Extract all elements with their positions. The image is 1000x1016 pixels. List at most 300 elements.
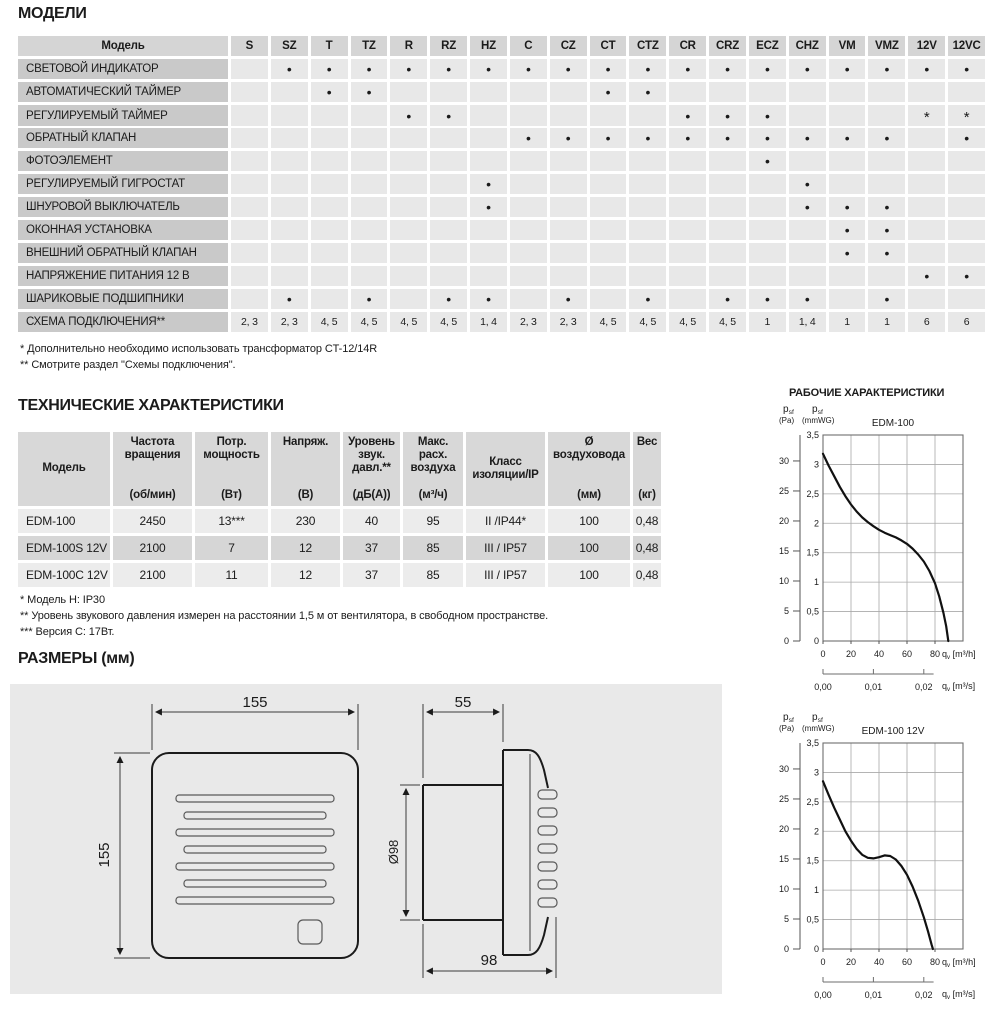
- matrix-cell: •: [868, 128, 905, 148]
- matrix-cell: [948, 174, 985, 194]
- matrix-cell: •: [789, 59, 826, 79]
- matrix-cell: [709, 197, 746, 217]
- chart-axis-label: $p_{sf}$: [783, 712, 794, 724]
- side-view: [386, 694, 557, 978]
- models-col-header: ECZ: [749, 36, 786, 56]
- matrix-cell: [908, 197, 945, 217]
- matrix-cell: [908, 128, 945, 148]
- feature-row: [18, 59, 985, 79]
- matrix-cell: [231, 266, 268, 286]
- chart-text: 60: [901, 649, 913, 659]
- spec-value-cell: 11: [195, 563, 268, 587]
- matrix-cell: [908, 220, 945, 240]
- matrix-cell: [550, 82, 587, 102]
- matrix-cell: •: [510, 59, 547, 79]
- spec-value-cell: 37: [343, 563, 400, 587]
- models-col-header: VM: [829, 36, 866, 56]
- matrix-cell: [430, 220, 467, 240]
- chart-text: 2: [813, 826, 819, 837]
- chart-text: (mmWG): [802, 724, 835, 733]
- matrix-cell: [550, 220, 587, 240]
- matrix-cell: 6: [948, 312, 985, 332]
- models-col-header: S: [231, 36, 268, 56]
- matrix-cell: [351, 151, 388, 171]
- matrix-cell: •: [789, 174, 826, 194]
- matrix-cell: [351, 128, 388, 148]
- chart-text: 0: [820, 649, 826, 659]
- model-name-cell: EDM-100C 12V: [18, 563, 110, 587]
- specs-table: [18, 432, 661, 587]
- matrix-cell: [470, 128, 507, 148]
- matrix-cell: •: [550, 59, 587, 79]
- matrix-cell: •: [351, 289, 388, 309]
- matrix-cell: [231, 220, 268, 240]
- spec-value-cell: 2100: [113, 536, 192, 560]
- matrix-cell: •: [629, 59, 666, 79]
- specs-col-unit: (В): [297, 488, 314, 501]
- matrix-cell: [510, 151, 547, 171]
- matrix-cell: [271, 105, 308, 126]
- matrix-cell: [311, 151, 348, 171]
- spec-value-cell: 85: [403, 536, 463, 560]
- matrix-cell: •: [271, 289, 308, 309]
- specs-col-unit: (дБ(А)): [352, 488, 391, 501]
- matrix-cell: 4, 5: [390, 312, 427, 332]
- matrix-cell: [470, 220, 507, 240]
- chart-text: 3,5: [806, 738, 819, 748]
- matrix-cell: [271, 197, 308, 217]
- matrix-cell: [351, 243, 388, 263]
- specs-col-title: Частота вращения: [124, 436, 181, 462]
- models-col-header: VMZ: [868, 36, 905, 56]
- matrix-cell: [231, 105, 268, 126]
- matrix-cell: 1: [868, 312, 905, 332]
- matrix-cell: [271, 82, 308, 102]
- matrix-cell: •: [749, 151, 786, 171]
- matrix-cell: •: [749, 289, 786, 309]
- feature-label: СВЕТОВОЙ ИНДИКАТОР: [18, 59, 228, 79]
- matrix-cell: •: [390, 59, 427, 79]
- matrix-cell: [510, 243, 547, 263]
- matrix-cell: 4, 5: [709, 312, 746, 332]
- matrix-cell: 2, 3: [510, 312, 547, 332]
- specs-col-header: [466, 432, 545, 506]
- matrix-cell: •: [709, 59, 746, 79]
- chart-text: 0,00: [814, 990, 832, 1000]
- matrix-cell: 4, 5: [430, 312, 467, 332]
- matrix-cell: •: [829, 220, 866, 240]
- spec-value-cell: 13***: [195, 509, 268, 533]
- feature-label: ШНУРОВОЙ ВЫКЛЮЧАТЕЛЬ: [18, 197, 228, 217]
- feature-row: [18, 151, 985, 171]
- matrix-cell: [430, 128, 467, 148]
- matrix-cell: •: [789, 289, 826, 309]
- models-col-header: C: [510, 36, 547, 56]
- matrix-cell: •: [948, 128, 985, 148]
- matrix-cell: [231, 151, 268, 171]
- matrix-cell: [231, 128, 268, 148]
- specs-col-title: Вес: [636, 436, 658, 448]
- matrix-cell: [231, 289, 268, 309]
- matrix-cell: [271, 151, 308, 171]
- feature-label: ШАРИКОВЫЕ ПОДШИПНИКИ: [18, 289, 228, 309]
- feature-label: ВНЕШНИЙ ОБРАТНЫЙ КЛАПАН: [18, 243, 228, 263]
- matrix-cell: [430, 82, 467, 102]
- spec-value-cell: 7: [195, 536, 268, 560]
- chart-axis-label: $p_{sf}$: [812, 712, 823, 724]
- chart-text: 2: [813, 518, 819, 529]
- chart-title: EDM-100 12V: [861, 726, 925, 737]
- matrix-cell: [311, 220, 348, 240]
- matrix-cell: [311, 174, 348, 194]
- matrix-cell: [231, 197, 268, 217]
- matrix-cell: [510, 220, 547, 240]
- matrix-cell: [550, 266, 587, 286]
- matrix-cell: •: [829, 128, 866, 148]
- matrix-cell: [749, 82, 786, 102]
- spec-value-cell: 0,48: [633, 536, 661, 560]
- chart-text: 0,5: [806, 606, 819, 617]
- matrix-cell: [629, 243, 666, 263]
- footnote: * Дополнительно необходимо использовать трансформатор CT-12/14R: [20, 343, 378, 355]
- matrix-cell: [550, 174, 587, 194]
- spec-value-cell: 12: [271, 536, 340, 560]
- chart-text: 30: [778, 455, 789, 466]
- matrix-cell: •: [590, 128, 627, 148]
- model-name-cell: EDM-100: [18, 509, 110, 533]
- matrix-cell: •: [868, 197, 905, 217]
- specs-col-unit: (кг): [638, 488, 656, 501]
- matrix-cell: [351, 197, 388, 217]
- matrix-cell: [470, 105, 507, 126]
- matrix-cell: [590, 174, 627, 194]
- chart-text: 0,5: [806, 914, 819, 925]
- matrix-cell: •: [829, 243, 866, 263]
- spec-value-cell: 12: [271, 563, 340, 587]
- dimensions-panel: [10, 684, 722, 994]
- chart-text: 15: [778, 853, 789, 864]
- matrix-cell: [789, 105, 826, 126]
- matrix-cell: [311, 105, 348, 126]
- matrix-cell: 4, 5: [351, 312, 388, 332]
- matrix-cell: [669, 151, 706, 171]
- chart-axis-label: $p_{sf}$: [812, 404, 823, 416]
- matrix-cell: [749, 197, 786, 217]
- matrix-cell: [510, 197, 547, 217]
- matrix-cell: [510, 174, 547, 194]
- specs-col-unit: (мм): [577, 488, 601, 501]
- matrix-cell: [829, 82, 866, 102]
- footnote: ** Уровень звукового давления измерен на расстоянии 1,5 м от вентилятора, в свободном пространстве.: [20, 610, 549, 622]
- chart-text: 40: [873, 649, 885, 659]
- specs-col-title: Уровень звук. давл.**: [348, 436, 395, 475]
- indicator-window: [298, 920, 322, 944]
- models-col-header: SZ: [271, 36, 308, 56]
- matrix-cell: [709, 82, 746, 102]
- matrix-cell: [430, 243, 467, 263]
- spec-value-cell: 2100: [113, 563, 192, 587]
- matrix-cell: [271, 243, 308, 263]
- matrix-cell: [789, 266, 826, 286]
- models-col-header: TZ: [351, 36, 388, 56]
- matrix-cell: 6: [908, 312, 945, 332]
- chart-text: (mmWG): [802, 416, 835, 425]
- spec-value-cell: 2450: [113, 509, 192, 533]
- chart-axis-label: $q_v$ [m³/h]: [942, 957, 976, 969]
- chart-text: 0,01: [864, 682, 883, 692]
- matrix-cell: [789, 243, 826, 263]
- matrix-cell: [868, 151, 905, 171]
- chart-text: 0,00: [814, 682, 832, 692]
- matrix-cell: [948, 289, 985, 309]
- feature-label: РЕГУЛИРУЕМЫЙ ТАЙМЕР: [18, 105, 228, 126]
- models-col-header: CZ: [550, 36, 587, 56]
- models-col-header: T: [311, 36, 348, 56]
- performance-curve: [823, 454, 948, 641]
- matrix-cell: 4, 5: [590, 312, 627, 332]
- dim-duct-diameter: Ø98: [386, 839, 401, 865]
- matrix-cell: [390, 289, 427, 309]
- matrix-cell: •: [351, 59, 388, 79]
- chart-text: 0: [783, 944, 789, 954]
- dim-front-height: 155: [96, 842, 113, 868]
- matrix-cell: [749, 220, 786, 240]
- chart-text: 20: [778, 515, 789, 526]
- matrix-cell: [868, 105, 905, 126]
- matrix-cell: [390, 82, 427, 102]
- matrix-cell: •: [908, 266, 945, 286]
- chart-text: 40: [873, 957, 885, 967]
- matrix-cell: [271, 266, 308, 286]
- matrix-cell: •: [669, 59, 706, 79]
- matrix-cell: [629, 220, 666, 240]
- specs-col-unit: (м³/ч): [418, 488, 448, 501]
- matrix-cell: [590, 105, 627, 126]
- matrix-cell: [789, 220, 826, 240]
- matrix-cell: 1: [749, 312, 786, 332]
- matrix-cell: *: [948, 105, 985, 126]
- matrix-cell: [669, 220, 706, 240]
- matrix-cell: [550, 243, 587, 263]
- specs-col-header: [633, 432, 661, 506]
- matrix-cell: [908, 289, 945, 309]
- matrix-cell: •: [470, 197, 507, 217]
- matrix-cell: [271, 128, 308, 148]
- matrix-cell: [590, 289, 627, 309]
- spec-value-cell: 100: [548, 563, 630, 587]
- spec-value-cell: 85: [403, 563, 463, 587]
- matrix-cell: [590, 243, 627, 263]
- feature-row: [18, 197, 985, 217]
- spec-value-cell: 40: [343, 509, 400, 533]
- matrix-cell: •: [908, 59, 945, 79]
- models-col-header: CHZ: [789, 36, 826, 56]
- matrix-cell: •: [948, 266, 985, 286]
- performance-heading: РАБОЧИЕ ХАРАКТЕРИСТИКИ: [789, 387, 945, 399]
- feature-row: [18, 220, 985, 240]
- matrix-cell: [470, 82, 507, 102]
- matrix-cell: 2, 3: [231, 312, 268, 332]
- matrix-cell: [948, 151, 985, 171]
- chart-text: 80: [929, 649, 941, 659]
- chart-axis-label: $q_v$ [m³/s]: [942, 681, 976, 693]
- models-col-header: 12VC: [948, 36, 985, 56]
- matrix-cell: [470, 151, 507, 171]
- matrix-cell: [789, 151, 826, 171]
- chart-axis-label: $q_v$ [m³/s]: [942, 989, 976, 1001]
- matrix-cell: •: [948, 59, 985, 79]
- matrix-cell: [430, 197, 467, 217]
- matrix-cell: [390, 266, 427, 286]
- specs-col-header: [343, 432, 400, 506]
- matrix-cell: •: [351, 82, 388, 102]
- chart-axis-label: $q_v$ [m³/h]: [942, 649, 976, 661]
- matrix-cell: [948, 82, 985, 102]
- matrix-cell: [390, 197, 427, 217]
- specs-col-header: [403, 432, 463, 506]
- matrix-cell: •: [311, 82, 348, 102]
- chart-text: 3,5: [806, 430, 819, 440]
- matrix-cell: [829, 266, 866, 286]
- matrix-cell: [709, 220, 746, 240]
- matrix-cell: •: [709, 128, 746, 148]
- spec-value-cell: 100: [548, 509, 630, 533]
- matrix-cell: 4, 5: [669, 312, 706, 332]
- matrix-cell: [550, 197, 587, 217]
- matrix-cell: •: [789, 197, 826, 217]
- matrix-cell: [868, 266, 905, 286]
- chart-text: 0: [820, 957, 826, 967]
- matrix-cell: •: [829, 59, 866, 79]
- dim-total-depth: 98: [480, 952, 498, 969]
- matrix-cell: [390, 151, 427, 171]
- matrix-cell: [311, 128, 348, 148]
- matrix-cell: [590, 151, 627, 171]
- spec-value-cell: III / IP57: [466, 536, 545, 560]
- spec-value-cell: 37: [343, 536, 400, 560]
- matrix-cell: [510, 105, 547, 126]
- chart-text: 0,02: [915, 990, 933, 1000]
- matrix-cell: •: [868, 243, 905, 263]
- matrix-cell: [709, 266, 746, 286]
- footnote: ** Смотрите раздел "Схемы подключения".: [20, 359, 236, 371]
- footnote: *** Версия C: 17Вт.: [20, 626, 115, 638]
- models-col-header: R: [390, 36, 427, 56]
- chart-text: 0: [783, 636, 789, 646]
- spec-value-cell: III / IP57: [466, 563, 545, 587]
- matrix-cell: [629, 174, 666, 194]
- matrix-cell: [351, 266, 388, 286]
- matrix-cell: [390, 243, 427, 263]
- matrix-cell: [669, 266, 706, 286]
- matrix-cell: [231, 82, 268, 102]
- chart-text: 60: [901, 957, 913, 967]
- specs-col-header: [548, 432, 630, 506]
- matrix-cell: •: [749, 59, 786, 79]
- matrix-cell: [948, 220, 985, 240]
- matrix-cell: [390, 220, 427, 240]
- matrix-cell: [749, 174, 786, 194]
- matrix-cell: [271, 220, 308, 240]
- specs-col-title: Напряж.: [282, 436, 329, 448]
- footnote: * Модель H: IP30: [20, 594, 105, 606]
- dim-front-width: 155: [242, 694, 268, 711]
- chart-title: EDM-100: [871, 418, 915, 429]
- chart-text: 10: [778, 575, 789, 586]
- matrix-cell: [351, 220, 388, 240]
- matrix-cell: *: [908, 105, 945, 126]
- matrix-cell: [470, 266, 507, 286]
- specs-row: [18, 536, 661, 560]
- specs-heading: ТЕХНИЧЕСКИЕ ХАРАКТЕРИСТИКИ: [18, 397, 284, 414]
- matrix-cell: [749, 243, 786, 263]
- matrix-cell: [430, 266, 467, 286]
- matrix-cell: 4, 5: [629, 312, 666, 332]
- matrix-cell: •: [709, 105, 746, 126]
- matrix-cell: 4, 5: [311, 312, 348, 332]
- matrix-cell: [709, 151, 746, 171]
- chart-text: 25: [778, 793, 789, 804]
- chart-text: 0: [813, 636, 819, 646]
- matrix-cell: •: [550, 289, 587, 309]
- spec-value-cell: 0,48: [633, 509, 661, 533]
- matrix-cell: •: [669, 105, 706, 126]
- specs-col-title: Потр. мощность: [203, 436, 260, 462]
- specs-footnotes: [20, 592, 548, 640]
- feature-label: ОБРАТНЫЙ КЛАПАН: [18, 128, 228, 148]
- chart-text: 5: [783, 605, 789, 616]
- spec-value-cell: 230: [271, 509, 340, 533]
- matrix-cell: [908, 82, 945, 102]
- matrix-cell: •: [749, 105, 786, 126]
- specs-header-row: [18, 432, 661, 506]
- feature-row: [18, 312, 985, 332]
- spec-value-cell: 95: [403, 509, 463, 533]
- matrix-cell: 1, 4: [470, 312, 507, 332]
- model-name-cell: EDM-100S 12V: [18, 536, 110, 560]
- matrix-cell: [311, 243, 348, 263]
- matrix-cell: •: [271, 59, 308, 79]
- matrix-cell: [231, 243, 268, 263]
- matrix-cell: [948, 243, 985, 263]
- matrix-cell: •: [430, 59, 467, 79]
- dimensions-heading: РАЗМЕРЫ (мм): [18, 650, 135, 667]
- matrix-cell: •: [669, 128, 706, 148]
- matrix-cell: [669, 243, 706, 263]
- matrix-cell: •: [470, 59, 507, 79]
- matrix-cell: [351, 174, 388, 194]
- matrix-cell: [669, 174, 706, 194]
- specs-col-header: [113, 432, 192, 506]
- specs-col-title: Ø воздуховода: [553, 436, 625, 462]
- matrix-cell: [590, 197, 627, 217]
- matrix-cell: [231, 59, 268, 79]
- models-col-header: CTZ: [629, 36, 666, 56]
- matrix-cell: •: [629, 128, 666, 148]
- feature-row: [18, 174, 985, 194]
- specs-col-header: [18, 432, 110, 506]
- chart-text: 1: [813, 577, 819, 588]
- chart-text: 20: [778, 823, 789, 834]
- models-col-header: CRZ: [709, 36, 746, 56]
- matrix-cell: [590, 266, 627, 286]
- feature-label: НАПРЯЖЕНИЕ ПИТАНИЯ 12 В: [18, 266, 228, 286]
- chart-text: 20: [845, 649, 857, 659]
- matrix-cell: [829, 289, 866, 309]
- feature-row: [18, 266, 985, 286]
- matrix-cell: 2, 3: [550, 312, 587, 332]
- models-header-row: [18, 36, 985, 56]
